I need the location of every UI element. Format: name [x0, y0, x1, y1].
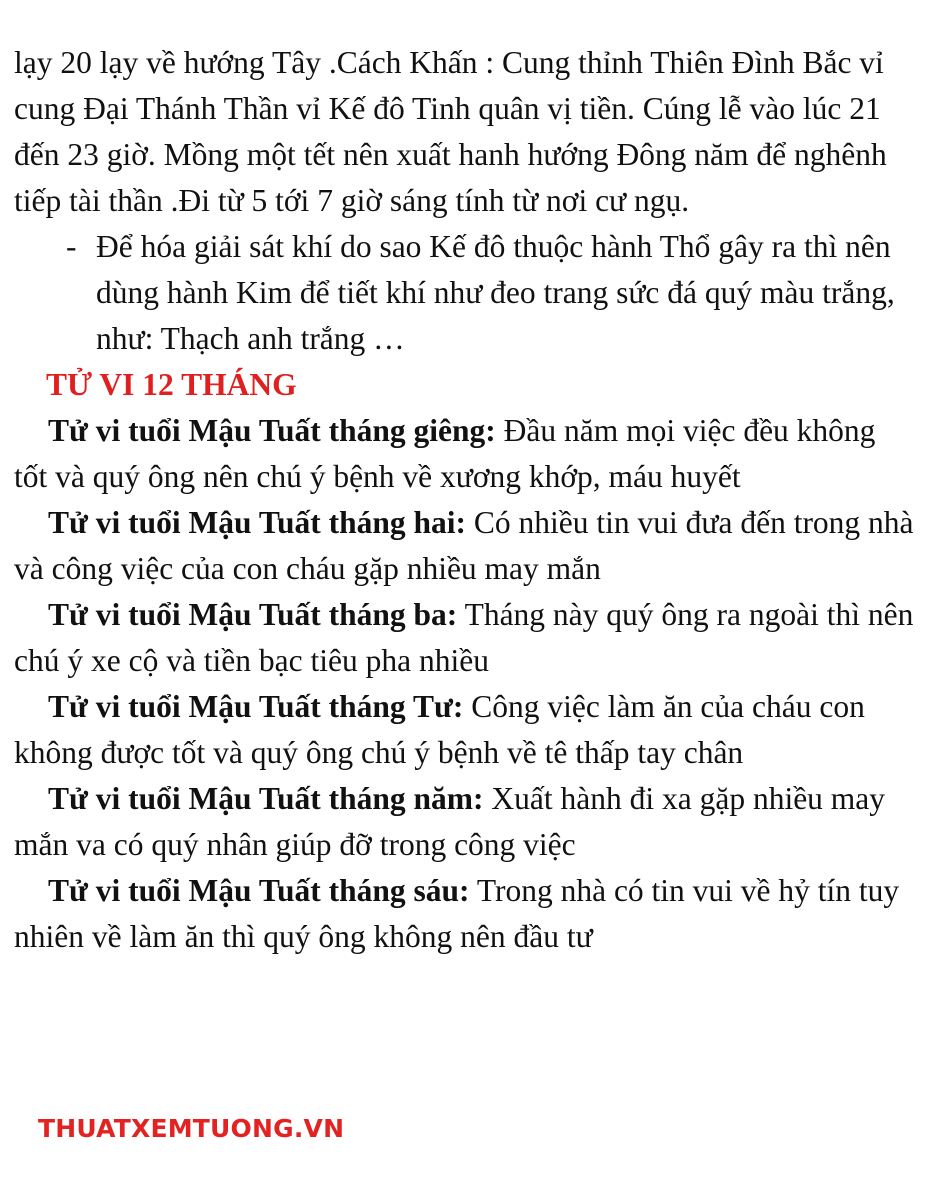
month-paragraph-1 — [14, 408, 914, 500]
month-paragraph-3 — [14, 592, 914, 684]
intro-paragraph: lạy 20 lạy về hướng Tây .Cách Khấn : Cung thỉnh Thiên Đình Bắc vỉ cung Đại Thánh Thần vỉ Kế đô Tinh quân vị tiền. Cúng lễ vào lúc 21 đến 23 giờ. Mồng một tết nên xuất hanh hướng Đông năm để nghênh tiếp tài thần .Đi từ 5 tới 7 giờ sáng tính từ nơi cư ngụ. — [14, 45, 887, 218]
month-text: Xuất hành đi xa gặp nhiều may mắn va có quý nhân giúp đỡ trong công việc — [14, 781, 886, 862]
month-paragraph-4 — [14, 684, 914, 776]
month-text: Có nhiều tin vui đưa đến trong nhà và công việc của con cháu gặp nhiều may mắn — [14, 505, 914, 586]
month-text: Tháng này quý ông ra ngoài thì nên chú ý xe cộ và tiền bạc tiêu pha nhiều — [14, 597, 914, 678]
bullet-text: Để hóa giải sát khí do sao Kế đô thuộc hành Thổ gây ra thì nên dùng hành Kim để tiết khí như đeo trang sức đá quý màu trắng, như: Thạch anh trắng … — [96, 229, 895, 356]
site-watermark: THUATXEMTUONG.VN — [38, 1114, 345, 1143]
document-body — [14, 40, 914, 960]
section-title: TỬ VI 12 THÁNG — [46, 367, 297, 402]
month-label: Tử vi tuổi Mậu Tuất tháng năm: — [48, 781, 484, 816]
month-label: Tử vi tuổi Mậu Tuất tháng sáu: — [48, 873, 470, 908]
month-label: Tử vi tuổi Mậu Tuất tháng hai: — [48, 505, 467, 540]
month-paragraph-6 — [14, 868, 914, 960]
month-label: Tử vi tuổi Mậu Tuất tháng giêng: — [48, 413, 496, 448]
month-label: Tử vi tuổi Mậu Tuất tháng ba: — [48, 597, 458, 632]
month-text: Trong nhà có tin vui về hỷ tín tuy nhiên về làm ăn thì quý ông không nên đầu tư — [14, 873, 900, 954]
bullet-mark: - — [66, 229, 77, 264]
month-paragraph-2 — [14, 500, 914, 592]
bullet-item — [14, 224, 914, 362]
month-text: Công việc làm ăn của cháu con không được tốt và quý ông chú ý bệnh về tê thấp tay chân — [14, 689, 865, 770]
month-paragraph-5 — [14, 776, 914, 868]
month-label: Tử vi tuổi Mậu Tuất tháng Tư: — [48, 689, 464, 724]
month-text: Đầu năm mọi việc đều không tốt và quý ông nên chú ý bệnh về xương khớp, máu huyết — [14, 413, 876, 494]
